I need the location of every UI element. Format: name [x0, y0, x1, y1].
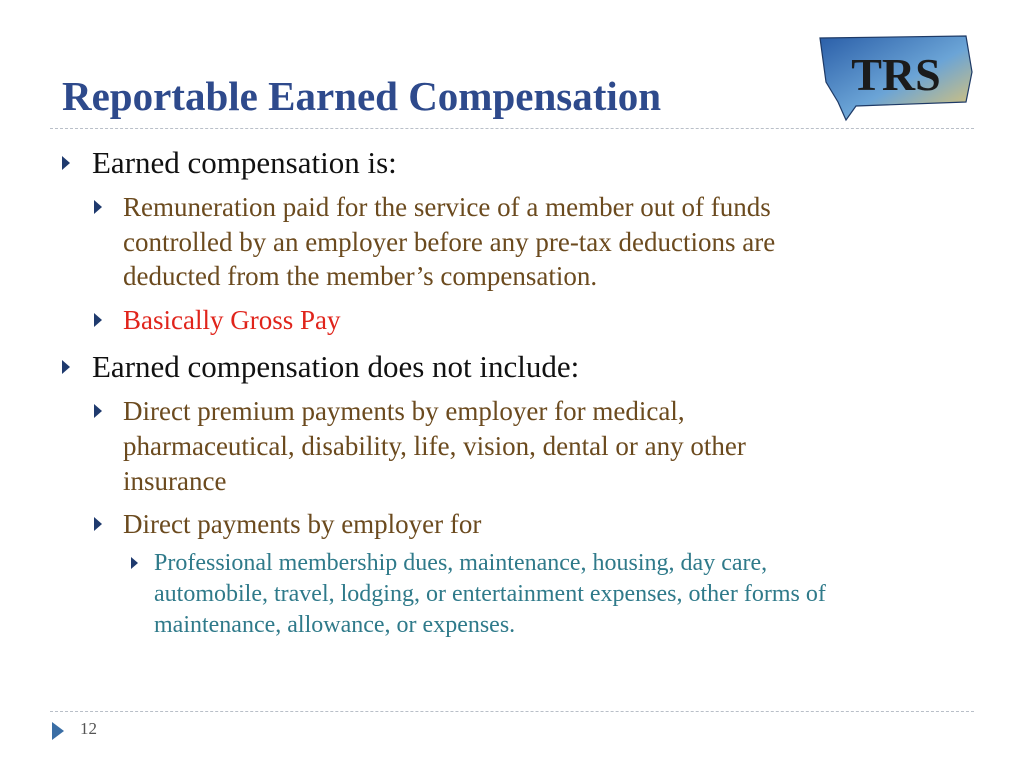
bullet-remuneration-line2: controlled by an employer before any pre-tax deductions are	[123, 227, 776, 257]
logo-text: TRS	[851, 49, 941, 100]
bullet-professional-line3: maintenance, allowance, or expenses.	[154, 612, 516, 638]
bullet-does-not-include: Earned compensation does not include:	[92, 349, 580, 384]
bullet-arrow-icon	[131, 557, 138, 569]
bullet-professional-line2: automobile, travel, lodging, or entertainment expenses, other forms of	[154, 581, 826, 607]
header-divider	[50, 128, 974, 129]
trs-logo	[816, 32, 976, 124]
bullet-direct-premium-line2: pharmaceutical, disability, life, vision, dental or any other	[123, 431, 746, 461]
bullet-professional-line1: Professional membership dues, maintenance, housing, day care,	[154, 550, 768, 576]
bullet-arrow-icon	[94, 200, 102, 214]
bullet-arrow-icon	[62, 360, 70, 374]
bullet-arrow-icon	[94, 517, 102, 531]
bullet-arrow-icon	[62, 156, 70, 170]
bullet-direct-premium-line3: insurance	[123, 466, 227, 496]
page-number: 12	[80, 719, 97, 738]
bullet-remuneration-line1: Remuneration paid for the service of a member out of funds	[123, 192, 771, 222]
page-marker-icon	[52, 722, 64, 740]
slide-title: Reportable Earned Compensation	[62, 73, 662, 119]
footer-divider	[50, 711, 974, 712]
bullet-earned-compensation-is: Earned compensation is:	[92, 145, 397, 180]
bullet-direct-payments: Direct payments by employer for	[123, 509, 482, 539]
bullet-arrow-icon	[94, 313, 102, 327]
bullet-basically-gross-pay: Basically Gross Pay	[123, 305, 341, 335]
bullet-direct-premium-line1: Direct premium payments by employer for medical,	[123, 396, 685, 426]
bullet-arrow-icon	[94, 404, 102, 418]
bullet-remuneration-line3: deducted from the member’s compensation.	[123, 261, 598, 291]
